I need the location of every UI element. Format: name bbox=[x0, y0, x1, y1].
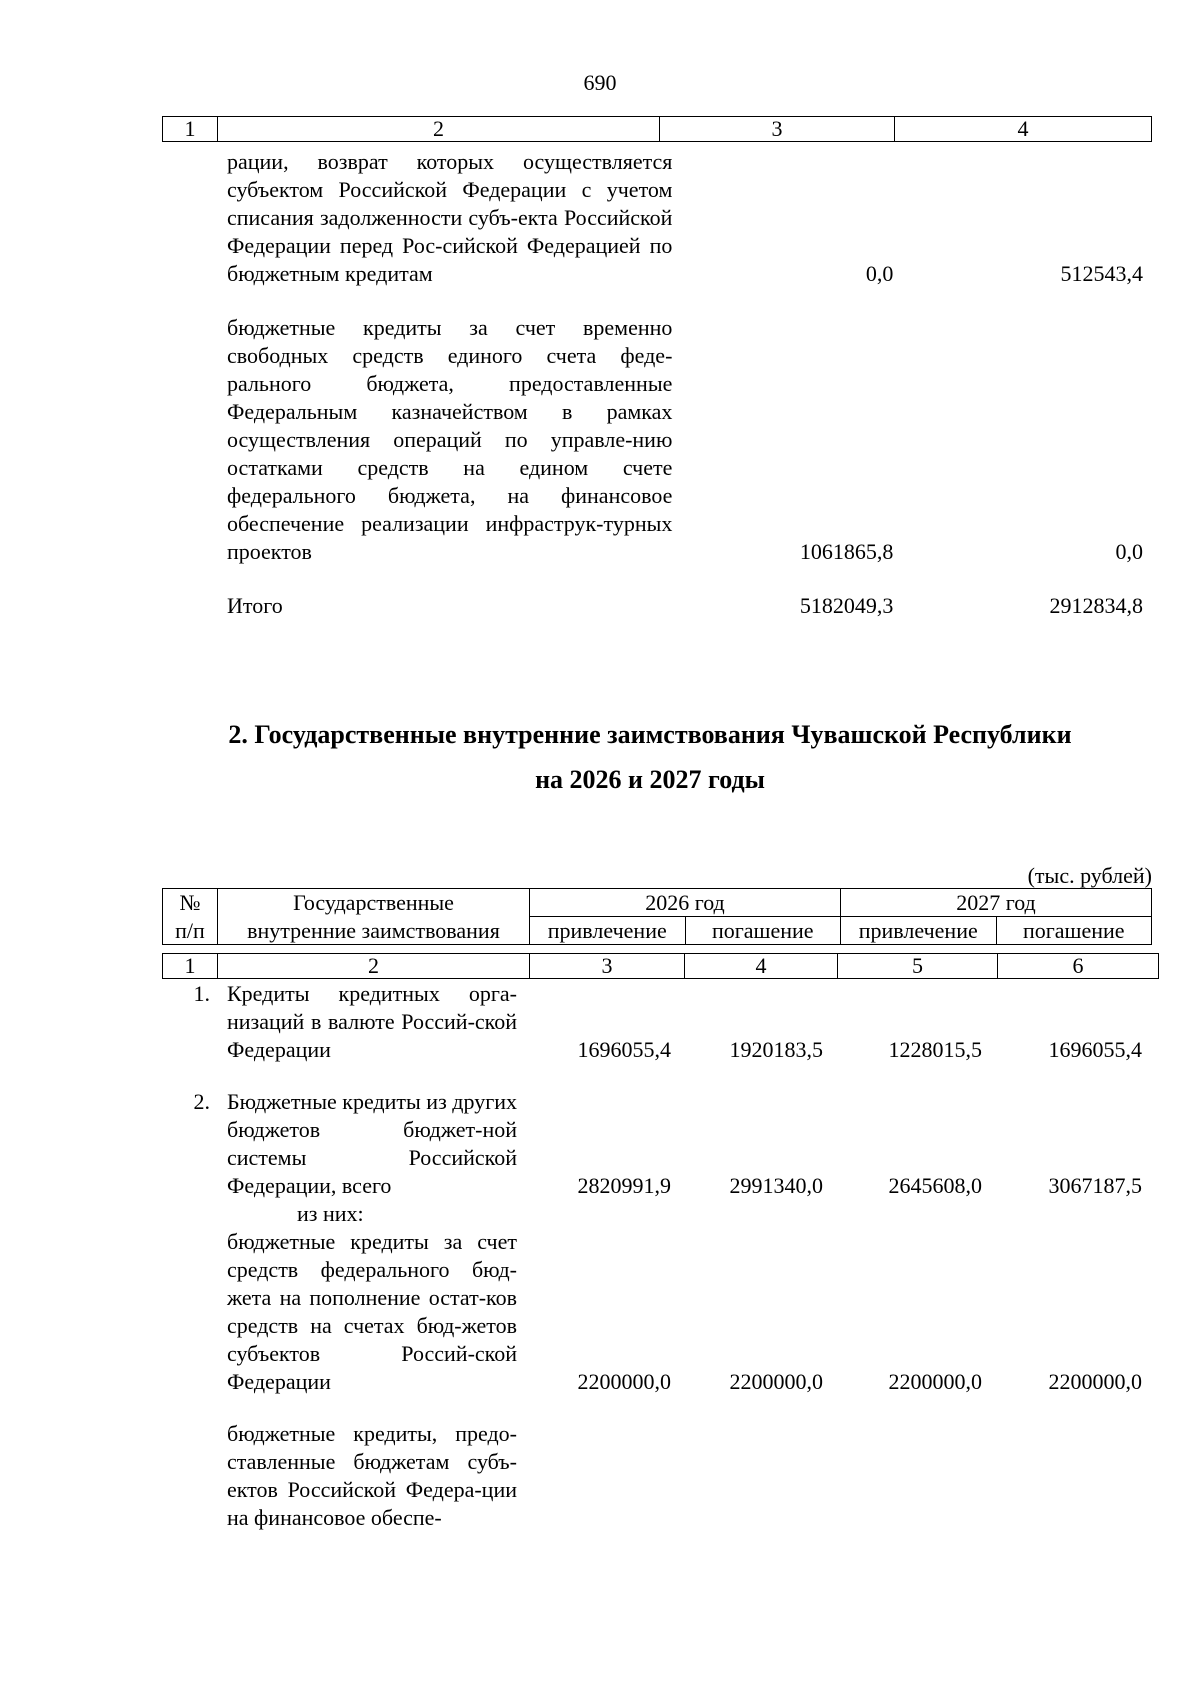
name-header: Государственные bbox=[218, 889, 530, 917]
total-col-4: 2912834,8 bbox=[1049, 593, 1143, 618]
row-description: бюджетные кредиты за счет временно свободных средств единого счета феде-рального бюджета, предоставленные Федеральным казначейством в рамках осуществления операций по управле-нию остатками средств на едином счете федерального бюджета, на финансовое обеспечение реализации инфраструк-турных проектов bbox=[227, 315, 673, 564]
section-title-line-1: 2. Государственные внутренние заимствования Чувашской Республики bbox=[228, 720, 1072, 749]
table1-body bbox=[162, 148, 1147, 620]
row-description: бюджетные кредиты, предо-ставленные бюджетам субъ-ектов Российской Федера-ции на финансовое обеспе- bbox=[227, 1421, 517, 1530]
table-row-total bbox=[162, 592, 1147, 620]
attract-2027: 2200000,0 bbox=[888, 1369, 982, 1394]
repay-2027: 1696055,4 bbox=[1048, 1037, 1142, 1062]
repay-2026: 2200000,0 bbox=[729, 1369, 823, 1394]
total-label: Итого bbox=[227, 593, 283, 618]
table2-col-4: 4 bbox=[685, 954, 838, 979]
row-number: 2. bbox=[193, 1089, 210, 1114]
total-col-3: 5182049,3 bbox=[799, 593, 894, 618]
row-description: рации, возврат которых осуществляется субъектом Российской Федерации с учетом списания задолженности субъ-екта Российской Федерации перед Рос-сийской Федерацией по бюджетным кредитам bbox=[227, 149, 673, 286]
name-header-line-2: внутренние заимствования bbox=[218, 917, 530, 945]
attract-2026: 2200000,0 bbox=[577, 1369, 671, 1394]
num-header-line-2: п/п bbox=[163, 917, 218, 945]
table-row bbox=[163, 117, 1152, 142]
table2-col-5: 5 bbox=[838, 954, 998, 979]
table-row bbox=[162, 980, 1152, 1064]
table2-col-2: 2 bbox=[218, 954, 530, 979]
value-col-3: 0,0 bbox=[865, 261, 894, 286]
row-description: Кредиты кредитных орга-низаций в валюте Россий-ской Федерации bbox=[227, 981, 517, 1062]
value-col-4: 512543,4 bbox=[1060, 261, 1143, 286]
row-number: 1. bbox=[193, 981, 210, 1006]
num-header: № bbox=[163, 889, 218, 917]
attract-2027-header: привлечение bbox=[841, 917, 997, 945]
section-title bbox=[150, 712, 1150, 802]
repay-2026: 2991340,0 bbox=[729, 1173, 823, 1198]
repay-2027-header: погашение bbox=[996, 917, 1152, 945]
year-2026-header: 2026 год bbox=[530, 889, 841, 917]
table2-header bbox=[162, 888, 1152, 945]
attract-2026-header: привлечение bbox=[530, 917, 686, 945]
repay-2027: 2200000,0 bbox=[1048, 1369, 1142, 1394]
attract-2026: 1696055,4 bbox=[577, 1037, 671, 1062]
value-col-4: 0,0 bbox=[1115, 539, 1143, 564]
table1-col-2: 2 bbox=[218, 117, 660, 142]
table-row bbox=[162, 148, 1147, 288]
repay-2026-header: погашение bbox=[685, 917, 841, 945]
table1-col-3: 3 bbox=[660, 117, 895, 142]
row-description: Бюджетные кредиты из других бюджетов бюджет-ной системы Российской Федерации, всего bbox=[227, 1089, 517, 1198]
table-row bbox=[163, 954, 1159, 979]
table2-body bbox=[162, 980, 1152, 1532]
row-number bbox=[162, 1420, 216, 1532]
sub-items-label: из них: bbox=[297, 1201, 364, 1226]
table1-column-numbers bbox=[162, 116, 1152, 142]
table-header-row bbox=[163, 889, 1152, 917]
table2-col-3: 3 bbox=[530, 954, 685, 979]
table1-col-1: 1 bbox=[163, 117, 218, 142]
page-number: 690 bbox=[583, 70, 617, 95]
table-row bbox=[162, 1088, 1152, 1200]
table-row bbox=[162, 1420, 1152, 1532]
units-label: (тыс. рублей) bbox=[1027, 863, 1152, 888]
row-number bbox=[162, 1228, 216, 1396]
table1-col-4: 4 bbox=[895, 117, 1152, 142]
table2-column-numbers bbox=[162, 953, 1159, 979]
row-description: бюджетные кредиты за счет средств федерального бюд-жета на пополнение остат-ков средств на счетах бюд-жетов субъектов Россий-ской Федерации bbox=[227, 1229, 517, 1394]
table-row bbox=[162, 314, 1147, 566]
attract-2027: 2645608,0 bbox=[888, 1173, 982, 1198]
table2-col-1: 1 bbox=[163, 954, 218, 979]
repay-2027: 3067187,5 bbox=[1048, 1173, 1142, 1198]
table2-col-6: 6 bbox=[998, 954, 1159, 979]
repay-2026: 1920183,5 bbox=[729, 1037, 823, 1062]
value-col-3: 1061865,8 bbox=[799, 539, 894, 564]
table-header-row bbox=[163, 917, 1152, 945]
section-title-line-2: на 2026 и 2027 годы bbox=[535, 765, 765, 794]
attract-2027: 1228015,5 bbox=[888, 1037, 982, 1062]
table-row bbox=[162, 1228, 1152, 1396]
attract-2026: 2820991,9 bbox=[577, 1173, 671, 1198]
year-2027-header: 2027 год bbox=[841, 889, 1152, 917]
table-row bbox=[162, 1200, 1152, 1228]
